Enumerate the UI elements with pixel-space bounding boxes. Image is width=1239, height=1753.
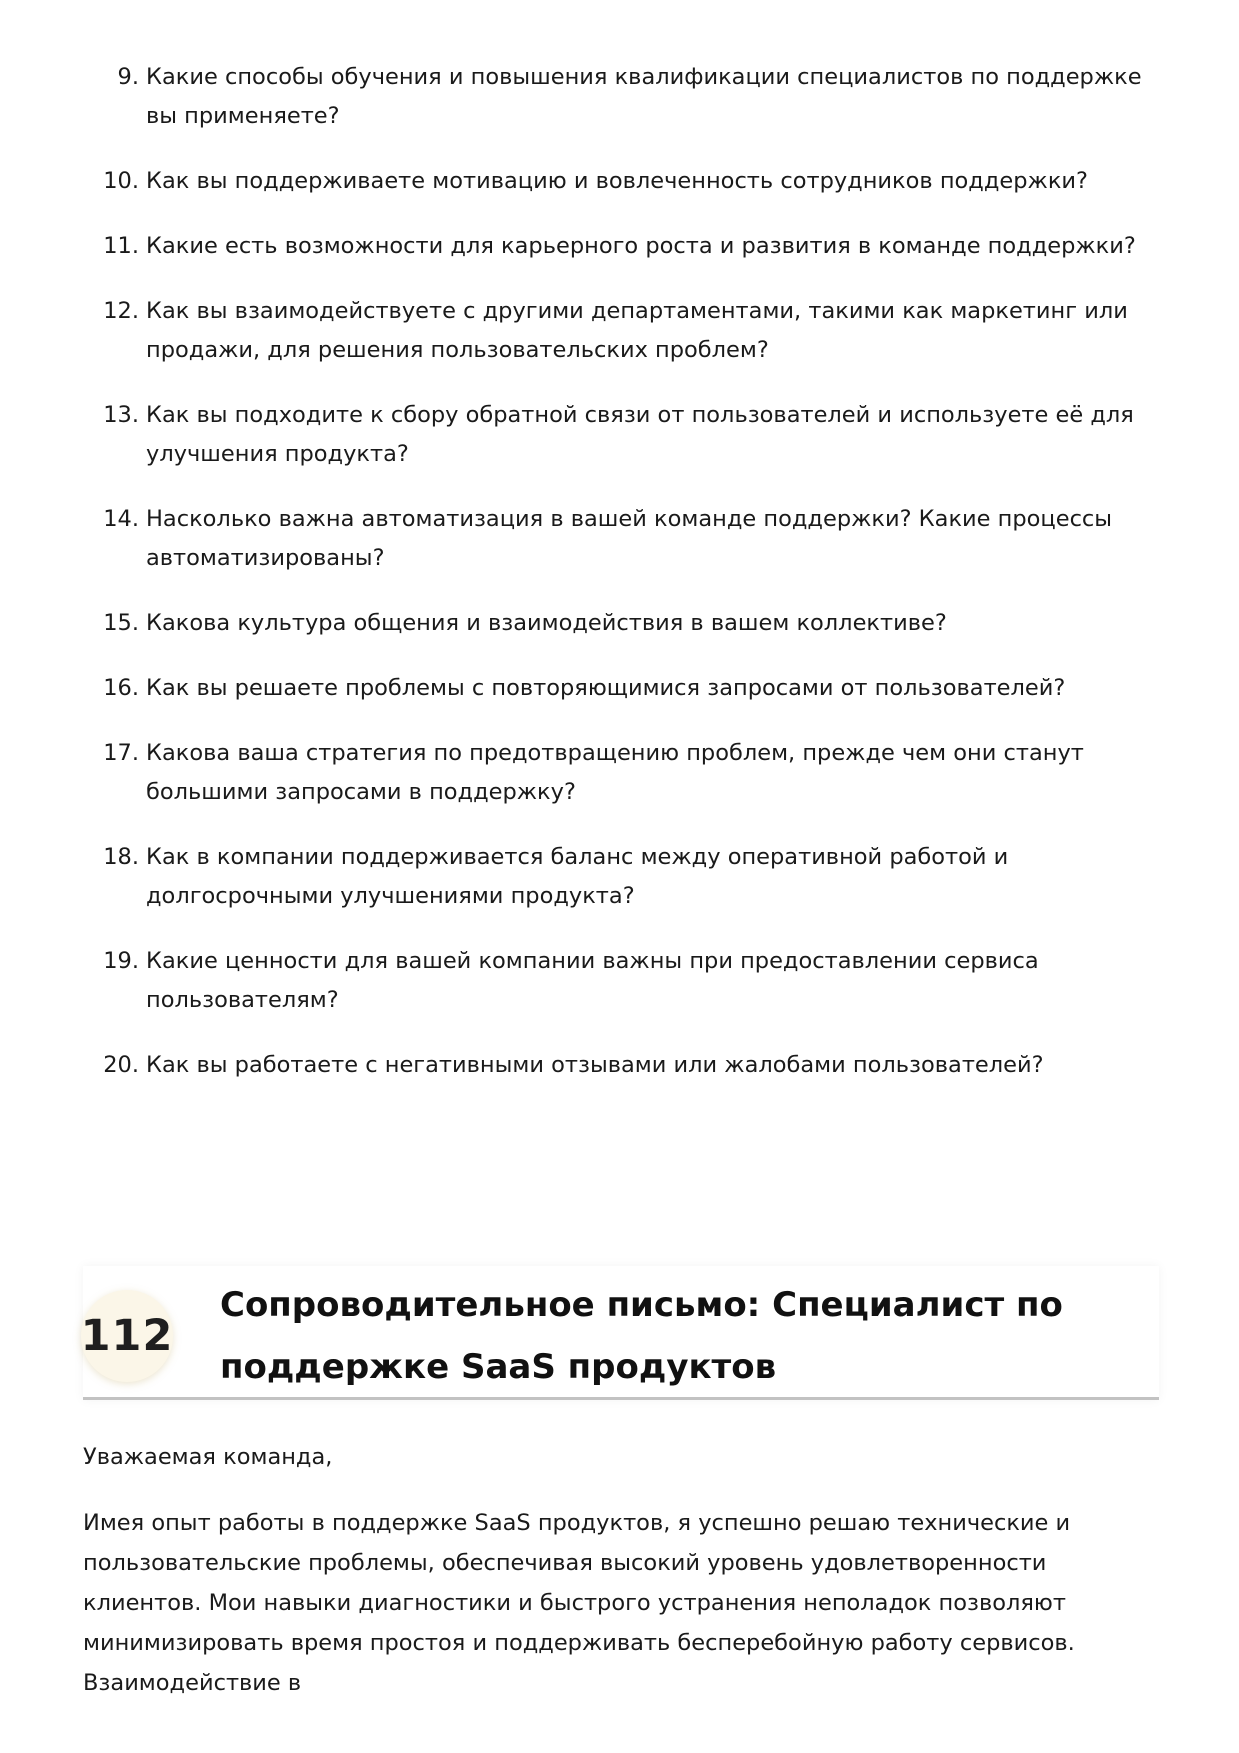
list-item (0, 500, 1239, 578)
item-number: 18. (103, 844, 139, 870)
letter-greeting: Уважаемая команда, (83, 1444, 333, 1470)
list-item (0, 669, 1239, 708)
section-number-badge: 112 (81, 1290, 173, 1382)
item-number: 12. (103, 298, 139, 324)
item-number: 11. (103, 233, 139, 259)
item-text: Как вы подходите к сбору обратной связи от пользователей и используете её для улучшения продукта? (146, 402, 1134, 467)
list-item (0, 227, 1239, 266)
list-item (0, 1046, 1239, 1085)
section-header (80, 1266, 1159, 1400)
list-item (0, 604, 1239, 643)
item-number: 15. (103, 610, 139, 636)
item-text: Какова ваша стратегия по предотвращению проблем, прежде чем они станут большими запросами в поддержку? (146, 740, 1084, 805)
list-item (0, 292, 1239, 370)
section-title: Сопроводительное письмо: Специалист по поддержке SaaS продуктов (220, 1285, 1063, 1387)
item-text: Какие ценности для вашей компании важны при предоставлении сервиса пользователям? (146, 948, 1039, 1013)
item-text: Как вы работаете с негативными отзывами или жалобами пользователей? (146, 1052, 1044, 1078)
item-number: 13. (103, 402, 139, 428)
item-text: Как в компании поддерживается баланс между оперативной работой и долгосрочными улучшениями продукта? (146, 844, 1009, 909)
question-list (0, 58, 1239, 1111)
list-item (0, 58, 1239, 136)
item-number: 20. (103, 1052, 139, 1078)
list-item (0, 734, 1239, 812)
item-number: 19. (103, 948, 139, 974)
item-text: Как вы взаимодействуете с другими департаментами, такими как маркетинг или продажи, для решения пользовательских проблем? (146, 298, 1128, 363)
list-item (0, 162, 1239, 201)
list-item (0, 942, 1239, 1020)
item-number: 16. (103, 675, 139, 701)
item-text: Какие способы обучения и повышения квалификации специалистов по поддержке вы применяете? (146, 64, 1142, 129)
item-text: Какова культура общения и взаимодействия в вашем коллективе? (146, 610, 947, 636)
list-item (0, 396, 1239, 474)
item-text: Какие есть возможности для карьерного роста и развития в команде поддержки? (146, 233, 1136, 259)
item-number: 10. (103, 168, 139, 194)
item-text: Как вы решаете проблемы с повторяющимися запросами от пользователей? (146, 675, 1066, 701)
cover-letter (83, 1437, 1163, 1729)
list-item (0, 838, 1239, 916)
item-number: 17. (103, 740, 139, 766)
item-text: Как вы поддерживаете мотивацию и вовлеченность сотрудников поддержки? (146, 168, 1088, 194)
item-number: 14. (103, 506, 139, 532)
letter-paragraph: Имея опыт работы в поддержке SaaS продуктов, я успешно решаю технические и пользовательские проблемы, обеспечивая высокий уровень удовлетворенности клиентов. Мои навыки диагностики и быстрого устранения неполадок позволяют минимизировать время простоя и поддерживать бесперебойную работу сервисов. Взаимодействие в (83, 1510, 1075, 1696)
item-number: 9. (117, 64, 139, 90)
item-text: Насколько важна автоматизация в вашей команде поддержки? Какие процессы автоматизированы? (146, 506, 1113, 571)
